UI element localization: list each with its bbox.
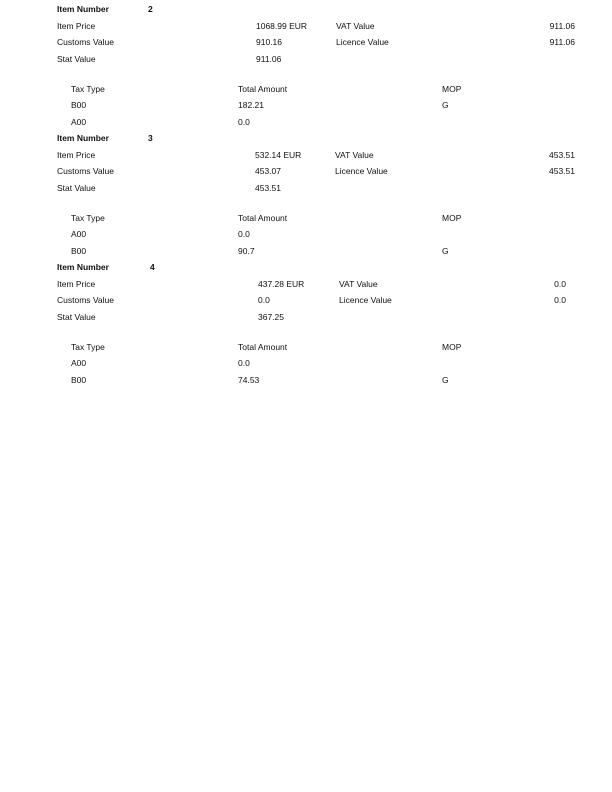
customs-value-label: Customs Value	[57, 37, 115, 47]
vat-value-label: VAT Value	[336, 21, 375, 31]
tax-type-cell: A00	[71, 358, 87, 368]
stat-value: 367.25	[258, 312, 284, 322]
stat-value-label: Stat Value	[57, 312, 96, 322]
mop-header: MOP	[442, 84, 462, 94]
customs-value-label: Customs Value	[57, 295, 115, 305]
stat-value-label: Stat Value	[57, 183, 96, 193]
total-amount-header: Total Amount	[238, 213, 288, 223]
licence-value: 453.51	[549, 166, 575, 176]
stat-value-label: Stat Value	[57, 54, 96, 64]
item-price-value: 532.14 EUR	[255, 150, 302, 160]
tax-amount-cell: 90.7	[238, 246, 255, 256]
customs-value: 453.07	[255, 166, 281, 176]
item-price-value: 437.28 EUR	[258, 279, 305, 289]
customs-value: 0.0	[258, 295, 270, 305]
vat-value: 453.51	[549, 150, 575, 160]
tax-amount-cell: 0.0	[238, 358, 250, 368]
tax-amount-cell: 74.53	[238, 375, 260, 385]
total-amount-header: Total Amount	[238, 342, 288, 352]
mop-header: MOP	[442, 213, 462, 223]
tax-amount-cell: 182.21	[238, 100, 264, 110]
tax-type-header: Tax Type	[71, 342, 105, 352]
item-price-label: Item Price	[57, 21, 96, 31]
tax-type-cell: A00	[71, 117, 87, 127]
item-number-value: 3	[148, 133, 153, 143]
licence-value: 0.0	[554, 295, 566, 305]
licence-value: 911.06	[549, 37, 575, 47]
customs-value-label: Customs Value	[57, 166, 115, 176]
vat-value-label: VAT Value	[339, 279, 378, 289]
vat-value-label: VAT Value	[335, 150, 374, 160]
item-price-value: 1068.99 EUR	[256, 21, 308, 31]
licence-value-label: Licence Value	[339, 295, 392, 305]
tax-type-cell: B00	[71, 375, 87, 385]
stat-value: 453.51	[255, 183, 281, 193]
tax-type-cell: B00	[71, 100, 87, 110]
tax-type-header: Tax Type	[71, 213, 105, 223]
tax-amount-cell: 0.0	[238, 229, 250, 239]
licence-value-label: Licence Value	[336, 37, 389, 47]
mop-header: MOP	[442, 342, 462, 352]
vat-value: 911.06	[549, 21, 575, 31]
tax-amount-cell: 0.0	[238, 117, 250, 127]
item-price-label: Item Price	[57, 150, 96, 160]
item-number-value: 2	[148, 4, 153, 14]
vat-value: 0.0	[554, 279, 566, 289]
item-number-value: 4	[150, 262, 155, 272]
item-number-label: Item Number	[57, 262, 109, 272]
item-price-label: Item Price	[57, 279, 96, 289]
item-number-label: Item Number	[57, 133, 109, 143]
customs-value: 910.16	[256, 37, 282, 47]
licence-value-label: Licence Value	[335, 166, 388, 176]
total-amount-header: Total Amount	[238, 84, 288, 94]
tax-mop-cell: G	[442, 100, 449, 110]
tax-type-cell: A00	[71, 229, 87, 239]
tax-mop-cell: G	[442, 375, 449, 385]
tax-type-cell: B00	[71, 246, 87, 256]
tax-type-header: Tax Type	[71, 84, 105, 94]
item-number-label: Item Number	[57, 4, 109, 14]
stat-value: 911.06	[256, 54, 282, 64]
tax-mop-cell: G	[442, 246, 449, 256]
